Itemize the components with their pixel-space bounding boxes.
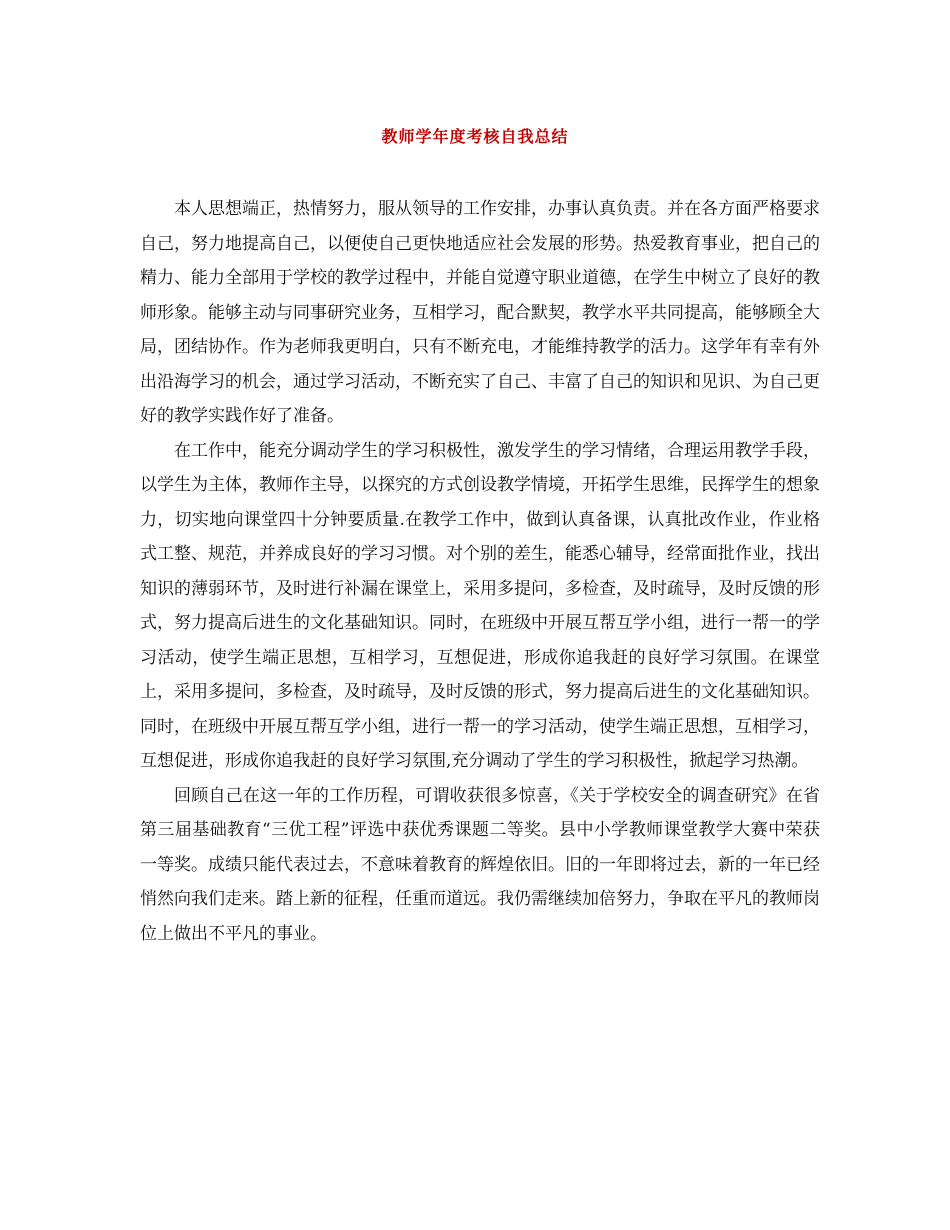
- paragraph-1: 本人思想端正，热情努力，服从领导的工作安排，办事认真负责。并在各方面严格要求自己，努力地提高自己，以便使自己更快地适应社会发展的形势。热爱教育事业，把自己的精力、能力全部用于学校的教学过程中，并能自觉遵守职业道德，在学生中树立了良好的教师形象。能够主动与同事研究业务，互相学习，配合默契，教学水平共同提高，能够顾全大局，团结协作。作为老师我更明白，只有不断充电，才能维持教学的活力。这学年有幸有外出沿海学习的机会，通过学习活动，不断充实了自己、丰富了自己的知识和见识、为自己更好的教学实践作好了准备。: [140, 199, 820, 426]
- document-title: 教师学年度考核自我总结: [381, 127, 569, 146]
- paragraph-2: 在工作中，能充分调动学生的学习积极性，激发学生的学习情绪，合理运用教学手段，以学生为主体，教师作主导，以探究的方式创设教学情境，开拓学生思维，民挥学生的想象力，切实地向课堂四十分钟要质量.在教学工作中，做到认真备课，认真批改作业，作业格式工整、规范，并养成良好的学习习惯。对个别的差生，能悉心辅导，经常面批作业，找出知识的薄弱环节，及时进行补漏在课堂上，采用多提问，多检查，及时疏导，及时反馈的形式，努力提高后进生的文化基础知识。同时，在班级中开展互帮互学小组，进行一帮一的学习活动，使学生端正思想，互相学习，互想促进，形成你追我赶的良好学习氛围。在课堂上，采用多提问，多检查，及时疏导，及时反馈的形式，努力提高后进生的文化基础知识。同时，在班级中开展互帮互学小组，进行一帮一的学习活动，使学生端正思想，互相学习，互想促进，形成你追我赶的良好学习氛围,充分调动了学生的学习积极性，掀起学习热潮。: [140, 440, 820, 771]
- document-body: [140, 192, 820, 951]
- paragraph-3: 回顾自己在这一年的工作历程，可谓收获很多惊喜，《关于学校安全的调查研究》在省第三届基础教育“三优工程”评选中获优秀课题二等奖。县中小学教师课堂教学大赛中荣获一等奖。成绩只能代表过去，不意味着教育的辉煌依旧。旧的一年即将过去，新的一年已经悄然向我们走来。踏上新的征程，任重而道远。我仍需继续加倍努力，争取在平凡的教师岗位上做出不平凡的事业。: [140, 785, 820, 944]
